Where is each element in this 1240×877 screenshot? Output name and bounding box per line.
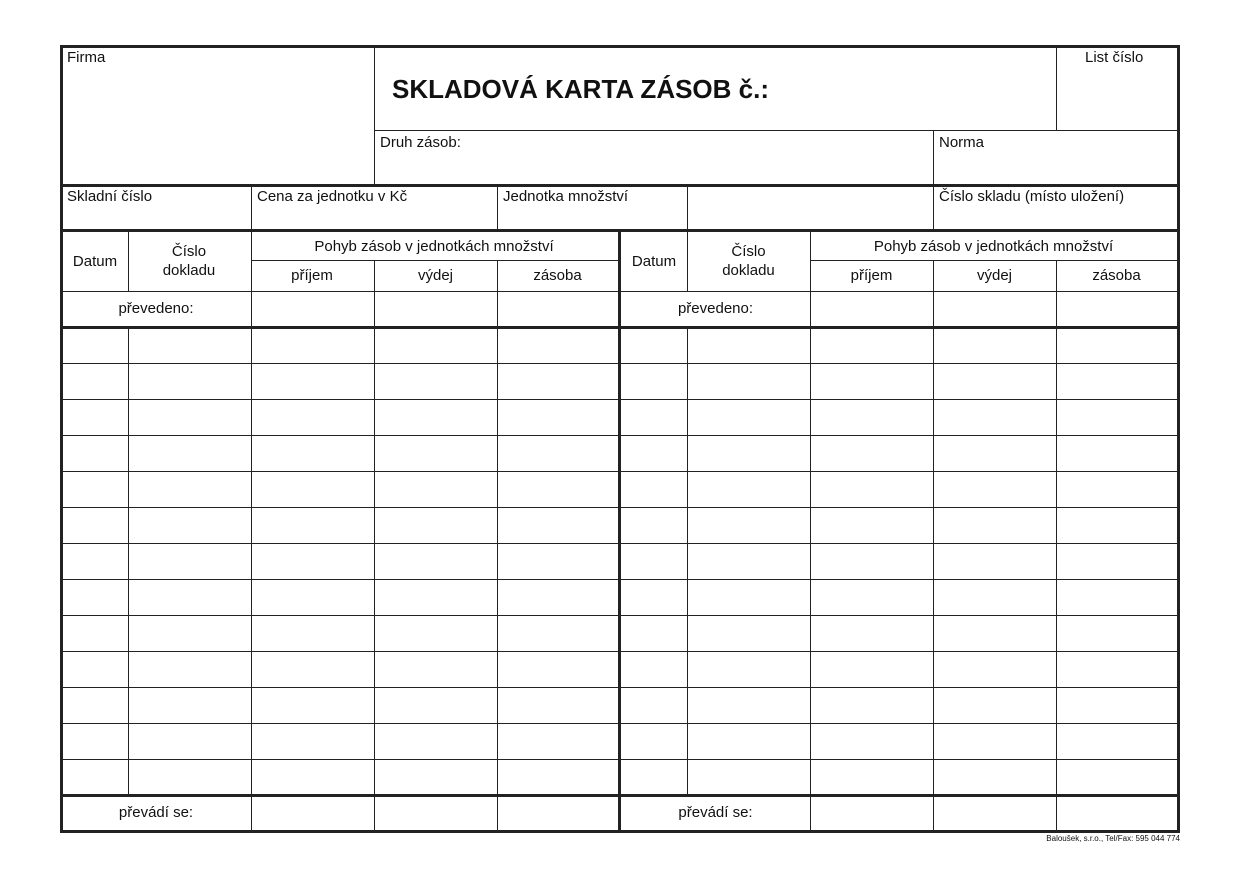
table-row-line	[61, 543, 1178, 544]
cell-cislo-dokladu-left[interactable]	[130, 689, 249, 721]
cell-datum-right[interactable]	[622, 581, 685, 613]
cell-vydej-right[interactable]	[935, 437, 1054, 469]
cena-label: Cena za jednotku v Kč	[257, 188, 408, 205]
cell-prijem-left[interactable]	[253, 761, 372, 793]
cell-vydej-left[interactable]	[376, 761, 495, 793]
cell-prijem-right[interactable]	[812, 761, 931, 793]
table-row-line	[61, 507, 1178, 508]
cell-cislo-dokladu-right[interactable]	[689, 653, 808, 685]
cell-cislo-dokladu-left[interactable]	[130, 365, 249, 397]
cell-datum-left[interactable]	[63, 365, 126, 397]
cell-vydej-right[interactable]	[935, 329, 1054, 361]
firma-label: Firma	[67, 49, 106, 66]
cell-cislo-dokladu-left[interactable]	[130, 725, 249, 757]
col-cislo-dokladu-right: Číslo dokladu	[722, 243, 775, 279]
grid-line-v	[810, 230, 811, 831]
table-row-line	[61, 399, 1178, 400]
cell-prijem-right[interactable]	[812, 653, 931, 685]
cell-prijem-left[interactable]	[253, 437, 372, 469]
cell-cislo-dokladu-right[interactable]	[689, 689, 808, 721]
cell-vydej-right[interactable]	[935, 473, 1054, 505]
cell-prijem-left[interactable]	[253, 509, 372, 541]
cell-vydej-right[interactable]	[935, 365, 1054, 397]
cell-cislo-dokladu-left[interactable]	[130, 509, 249, 541]
table-row-line	[61, 363, 1178, 364]
cell-prijem-right[interactable]	[812, 689, 931, 721]
grid-line-v	[251, 185, 252, 230]
cell-prijem-left[interactable]	[253, 689, 372, 721]
cell-zasoba-left[interactable]	[499, 329, 616, 361]
cell-cislo-dokladu-right[interactable]	[689, 761, 808, 793]
grid-line-v	[933, 185, 934, 230]
cell-cislo-dokladu-left[interactable]	[130, 617, 249, 649]
cell-zasoba-left[interactable]	[499, 401, 616, 433]
cell-datum-left[interactable]	[63, 437, 126, 469]
cell-vydej-right[interactable]	[935, 545, 1054, 577]
cell-vydej-right[interactable]	[935, 653, 1054, 685]
cell-cislo-dokladu-right[interactable]	[689, 725, 808, 757]
cell-vydej-right[interactable]	[935, 689, 1054, 721]
cell-vydej-right[interactable]	[935, 617, 1054, 649]
cell-prijem-right[interactable]	[812, 509, 931, 541]
cell-zasoba-right[interactable]	[1058, 725, 1176, 757]
grid-line-v	[687, 327, 688, 795]
table-row-line	[61, 723, 1178, 724]
table-row-line	[61, 471, 1178, 472]
cell-zasoba-left[interactable]	[499, 617, 616, 649]
cell-vydej-right[interactable]	[935, 581, 1054, 613]
cell-datum-right[interactable]	[622, 653, 685, 685]
grid-line-v	[1056, 260, 1057, 831]
grid-line-v	[687, 185, 688, 230]
col-datum-left: Datum	[72, 253, 118, 270]
cell-vydej-left[interactable]	[376, 365, 495, 397]
grid-line-v	[128, 230, 129, 291]
form-title: SKLADOVÁ KARTA ZÁSOB č.:	[392, 74, 769, 104]
grid-line-v	[933, 130, 934, 185]
cell-zasoba-right[interactable]	[1058, 509, 1176, 541]
cell-vydej-right[interactable]	[935, 761, 1054, 793]
cell-datum-left[interactable]	[63, 581, 126, 613]
table-row-line	[61, 759, 1178, 760]
col-datum-right: Datum	[631, 253, 677, 270]
cell-prijem-left[interactable]	[253, 653, 372, 685]
cell-prijem-right[interactable]	[812, 365, 931, 397]
cell-datum-right[interactable]	[622, 365, 685, 397]
cell-zasoba-left[interactable]	[499, 653, 616, 685]
cell-cislo-dokladu-right[interactable]	[689, 617, 808, 649]
cell-cislo-dokladu-right[interactable]	[689, 581, 808, 613]
grid-line-v	[374, 46, 375, 185]
cell-zasoba-right[interactable]	[1058, 761, 1176, 793]
jednotka-label: Jednotka množství	[503, 188, 629, 205]
cell-datum-right[interactable]	[622, 473, 685, 505]
cell-vydej-right[interactable]	[935, 401, 1054, 433]
cell-prijem-left[interactable]	[253, 725, 372, 757]
col-vydej-left: výdej	[417, 267, 454, 284]
cell-vydej-left[interactable]	[376, 509, 495, 541]
grid-line-v	[497, 185, 498, 230]
center-divider	[618, 230, 621, 831]
cell-datum-right[interactable]	[622, 401, 685, 433]
cell-vydej-left[interactable]	[376, 617, 495, 649]
cell-zasoba-left[interactable]	[499, 365, 616, 397]
cell-zasoba-right[interactable]	[1058, 401, 1176, 433]
cell-datum-right[interactable]	[622, 437, 685, 469]
cell-zasoba-right[interactable]	[1058, 473, 1176, 505]
druh-zasob-label: Druh zásob:	[380, 134, 461, 151]
col-vydej-right: výdej	[976, 267, 1013, 284]
grid-line-v	[933, 260, 934, 831]
cell-prijem-right[interactable]	[812, 617, 931, 649]
cell-datum-left[interactable]	[63, 761, 126, 793]
cell-cislo-dokladu-left[interactable]	[130, 473, 249, 505]
cell-vydej-right[interactable]	[935, 725, 1054, 757]
cell-datum-right[interactable]	[622, 761, 685, 793]
cell-cislo-dokladu-right[interactable]	[689, 401, 808, 433]
cell-prijem-left[interactable]	[253, 617, 372, 649]
cell-cislo-dokladu-left[interactable]	[130, 437, 249, 469]
cell-vydej-left[interactable]	[376, 473, 495, 505]
outer-border-right	[1177, 45, 1180, 833]
cell-prijem-left[interactable]	[253, 365, 372, 397]
cell-prijem-right[interactable]	[812, 473, 931, 505]
cell-zasoba-left[interactable]	[499, 761, 616, 793]
grid-line-v	[687, 230, 688, 291]
cell-zasoba-right[interactable]	[1058, 329, 1176, 361]
cell-vydej-left[interactable]	[376, 725, 495, 757]
cell-datum-left[interactable]	[63, 617, 126, 649]
list-cislo-label: List číslo	[1085, 49, 1144, 66]
prevedeno-left: převedeno:	[118, 300, 194, 317]
skladni-cislo-label: Skladní číslo	[67, 188, 153, 205]
grid-line-h	[810, 260, 1178, 261]
col-zasoba-left: zásoba	[533, 267, 582, 284]
table-row-line	[61, 435, 1178, 436]
cell-zasoba-left[interactable]	[499, 725, 616, 757]
cell-vydej-left[interactable]	[376, 437, 495, 469]
cell-vydej-left[interactable]	[376, 689, 495, 721]
cell-vydej-left[interactable]	[376, 401, 495, 433]
cell-cislo-dokladu-left[interactable]	[130, 761, 249, 793]
cell-datum-left[interactable]	[63, 545, 126, 577]
cell-zasoba-left[interactable]	[499, 473, 616, 505]
grid-line-h	[61, 291, 1178, 292]
cell-zasoba-left[interactable]	[499, 509, 616, 541]
body-bottom-border	[61, 794, 1178, 797]
cell-datum-left[interactable]	[63, 689, 126, 721]
cell-prijem-right[interactable]	[812, 401, 931, 433]
cell-cislo-dokladu-right[interactable]	[689, 509, 808, 541]
grid-line-h	[374, 130, 1178, 131]
grid-line-v	[1056, 46, 1057, 130]
cell-zasoba-left[interactable]	[499, 689, 616, 721]
cell-datum-left[interactable]	[63, 401, 126, 433]
cell-prijem-left[interactable]	[253, 581, 372, 613]
header-separator	[61, 184, 1178, 187]
cell-cislo-dokladu-right[interactable]	[689, 437, 808, 469]
prevedeno-right: převedeno:	[677, 300, 754, 317]
cell-zasoba-left[interactable]	[499, 545, 616, 577]
cell-cislo-dokladu-left[interactable]	[130, 401, 249, 433]
table-row-line	[61, 651, 1178, 652]
col-cislo-dokladu-left: Číslo dokladu	[162, 243, 216, 279]
table-row-line	[61, 687, 1178, 688]
cell-zasoba-right[interactable]	[1058, 689, 1176, 721]
cell-cislo-dokladu-left[interactable]	[130, 329, 249, 361]
cell-zasoba-left[interactable]	[499, 581, 616, 613]
cell-prijem-left[interactable]	[253, 401, 372, 433]
cell-datum-left[interactable]	[63, 329, 126, 361]
cell-datum-right[interactable]	[622, 617, 685, 649]
cell-cislo-dokladu-left[interactable]	[130, 581, 249, 613]
cislo-skladu-label: Číslo skladu (místo uložení)	[939, 188, 1125, 205]
cell-datum-right[interactable]	[622, 509, 685, 541]
cell-datum-right[interactable]	[622, 545, 685, 577]
cell-prijem-right[interactable]	[812, 581, 931, 613]
cell-vydej-left[interactable]	[376, 329, 495, 361]
cell-prijem-right[interactable]	[812, 329, 931, 361]
cell-cislo-dokladu-right[interactable]	[689, 365, 808, 397]
cell-cislo-dokladu-right[interactable]	[689, 545, 808, 577]
col-zasoba-right: zásoba	[1092, 267, 1141, 284]
cell-prijem-left[interactable]	[253, 473, 372, 505]
cell-vydej-left[interactable]	[376, 581, 495, 613]
cell-datum-right[interactable]	[622, 689, 685, 721]
cell-prijem-right[interactable]	[812, 725, 931, 757]
prevadi-se-right: převádí se:	[678, 804, 753, 821]
norma-label: Norma	[939, 134, 985, 151]
grid-line-v	[128, 327, 129, 795]
grid-line-v	[251, 230, 252, 831]
cell-vydej-left[interactable]	[376, 545, 495, 577]
col-prijem-left: příjem	[291, 267, 333, 284]
cell-prijem-left[interactable]	[253, 545, 372, 577]
cell-cislo-dokladu-right[interactable]	[689, 473, 808, 505]
cell-zasoba-right[interactable]	[1058, 545, 1176, 577]
col-prijem-right: příjem	[850, 267, 893, 284]
cell-zasoba-right[interactable]	[1058, 365, 1176, 397]
cell-datum-left[interactable]	[63, 473, 126, 505]
cell-zasoba-right[interactable]	[1058, 581, 1176, 613]
cell-zasoba-right[interactable]	[1058, 617, 1176, 649]
outer-border-top	[61, 45, 1179, 48]
cell-cislo-dokladu-left[interactable]	[130, 653, 249, 685]
col-pohyb-left: Pohyb zásob v jednotkách množství	[314, 238, 554, 255]
grid-line-v	[374, 260, 375, 831]
cell-datum-left[interactable]	[63, 725, 126, 757]
grid-line-h	[251, 260, 618, 261]
cell-zasoba-right[interactable]	[1058, 437, 1176, 469]
publisher-footer: Baloušek, s.r.o., Tel/Fax: 595 044 774	[1046, 834, 1180, 843]
cell-zasoba-left[interactable]	[499, 437, 616, 469]
cell-cislo-dokladu-right[interactable]	[689, 329, 808, 361]
table-row-line	[61, 579, 1178, 580]
cell-vydej-left[interactable]	[376, 653, 495, 685]
cell-prijem-left[interactable]	[253, 329, 372, 361]
grid-line-v	[497, 260, 498, 831]
col-pohyb-right: Pohyb zásob v jednotkách množství	[873, 238, 1114, 255]
cell-datum-right[interactable]	[622, 329, 685, 361]
cell-datum-left[interactable]	[63, 509, 126, 541]
cell-datum-right[interactable]	[622, 725, 685, 757]
cell-datum-left[interactable]	[63, 653, 126, 685]
table-row-line	[61, 615, 1178, 616]
cell-prijem-right[interactable]	[812, 545, 931, 577]
cell-prijem-right[interactable]	[812, 437, 931, 469]
cell-zasoba-right[interactable]	[1058, 653, 1176, 685]
prevadi-se-left: převádí se:	[118, 804, 194, 821]
cell-vydej-right[interactable]	[935, 509, 1054, 541]
cell-cislo-dokladu-left[interactable]	[130, 545, 249, 577]
